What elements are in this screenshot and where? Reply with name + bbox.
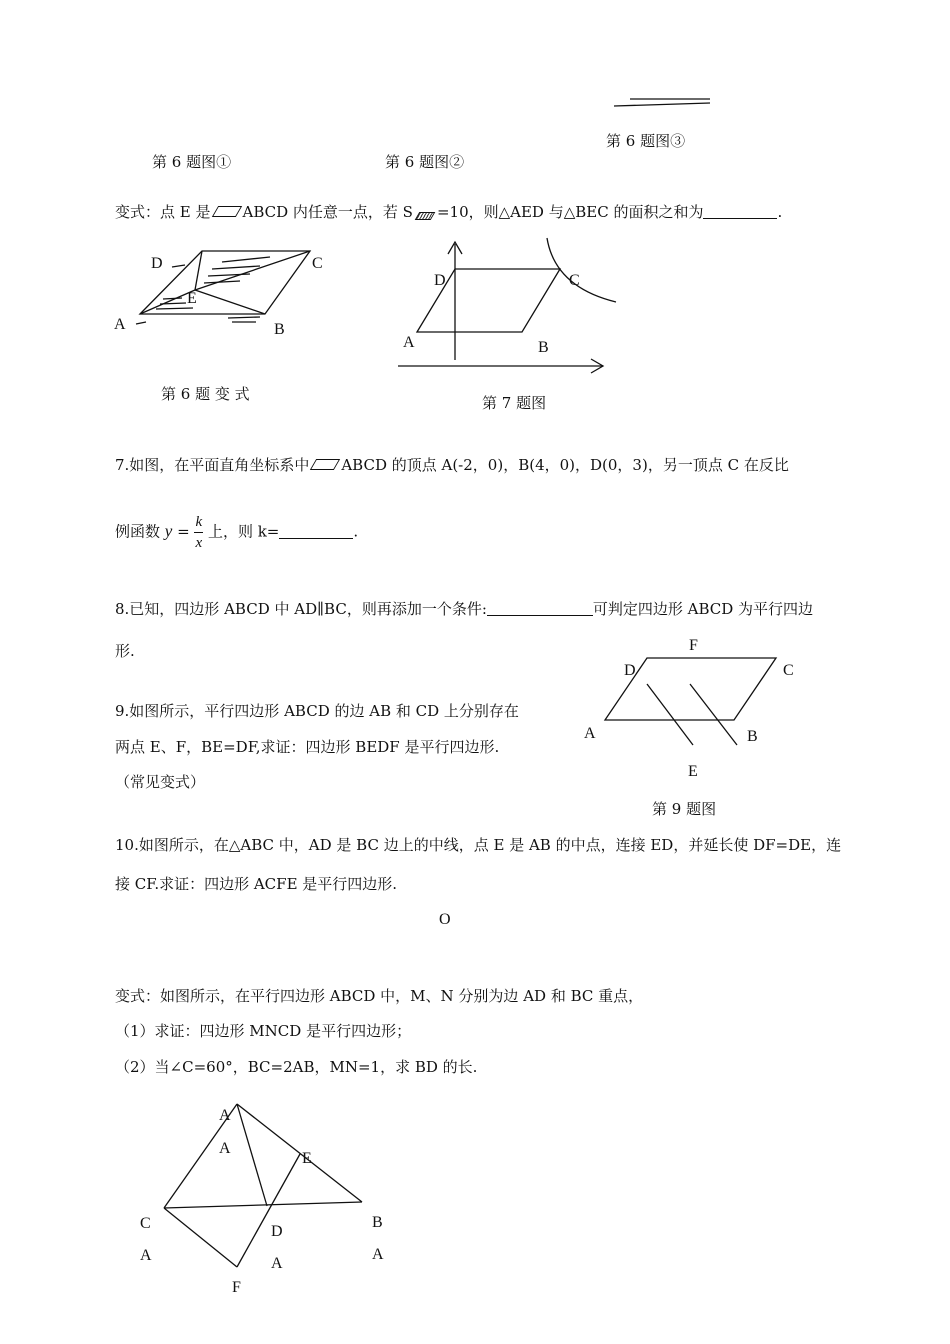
q7-line2-prefix: 例函数 <box>115 522 161 541</box>
q7-line2-suffix: 上，则 k= <box>207 522 280 541</box>
variant6-text <box>115 201 782 222</box>
answer-blank[interactable] <box>487 601 593 616</box>
fig10-label-a-top2: A <box>219 1140 231 1157</box>
parallelogram-icon <box>211 206 241 217</box>
fig10-label-c-sub: A <box>140 1247 152 1264</box>
fig10-label-d-sub: A <box>271 1255 283 1272</box>
q7-frac-num: k <box>194 512 203 533</box>
fig10-label-d: D <box>271 1223 283 1240</box>
q9-line2: 两点 E、F，BE=DF,求证：四边形 BEDF 是平行四边形. <box>115 738 500 756</box>
variant10-line2: （1）求证：四边形 MNCD 是平行四边形； <box>115 1022 412 1040</box>
variant6-suffix: =10，则△AED 与△BEC 的面积之和为 <box>436 203 704 221</box>
fig7-label-a: A <box>403 334 415 351</box>
q7-end: . <box>353 522 359 541</box>
figure-6-3-lines <box>612 96 712 110</box>
fig9-label-d: D <box>624 662 636 679</box>
fig10-label-b-sub: A <box>372 1246 384 1263</box>
q8-line1-prefix: 8.已知，四边形 ABCD 中 AD∥BC，则再添加一个条件: <box>115 600 487 618</box>
q7-line1-prefix: 7.如图，在平面直角坐标系中 <box>115 456 310 474</box>
fig9-label-c: C <box>783 662 794 679</box>
caption-fig6-3: 第 6 题图③ <box>606 132 686 150</box>
q10-line2: 接 CF.求证：四边形 ACFE 是平行四边形. <box>115 875 398 893</box>
variant10-line1: 变式：如图所示，在平行四边形 ABCD 中，M、N 分别为边 AD 和 BC 重点， <box>115 987 644 1005</box>
answer-blank[interactable] <box>279 524 353 539</box>
fig10-label-a-top: A <box>219 1107 231 1124</box>
variant6-mid: ABCD 内任意一点，若 S <box>242 203 413 221</box>
figure-7 <box>390 232 620 377</box>
fig9-label-a: A <box>584 725 596 742</box>
variant6-prefix: 变式：点 E 是 <box>115 203 211 221</box>
variant10-line3: （2）当∠C=60°，BC=2AB，MN=1，求 BD 的长. <box>115 1058 478 1076</box>
q10-label-o: O <box>439 911 451 928</box>
q9-line3: （常见变式） <box>115 773 206 791</box>
caption-fig6-2: 第 6 题图② <box>385 153 465 171</box>
q7-eq: = <box>177 522 190 541</box>
answer-blank[interactable] <box>703 204 777 219</box>
q7-line2 <box>115 512 358 558</box>
q7-fraction <box>194 512 203 553</box>
q8-line1-suffix: 可判定四边形 ABCD 为平行四边 <box>592 600 814 618</box>
caption-fig6-1: 第 6 题图① <box>152 153 232 171</box>
q8-line2: 形. <box>115 642 135 660</box>
figure-6-variant <box>110 240 340 350</box>
q7-y-var: y <box>164 521 173 541</box>
fig9-label-f: F <box>689 637 698 654</box>
fig7-label-b: B <box>538 339 549 356</box>
q7-line1 <box>115 454 789 475</box>
q7-line1-suffix: ABCD 的顶点 A(-2，0)，B(4，0)，D(0，3)，另一顶点 C 在反比 <box>341 456 789 474</box>
caption-fig9: 第 9 题图 <box>652 800 717 818</box>
q8-line1 <box>115 598 813 619</box>
fig9-label-e: E <box>688 763 698 780</box>
fig6var-label-b: B <box>274 321 285 338</box>
fig10-label-b: B <box>372 1214 383 1231</box>
fig6var-label-d: D <box>151 255 163 272</box>
variant6-end: . <box>777 203 783 221</box>
fig10-label-f: F <box>232 1279 241 1296</box>
fig10-label-c: C <box>140 1215 151 1232</box>
fig6var-label-a: A <box>114 316 126 333</box>
fig10-label-e: E <box>302 1150 312 1167</box>
fig7-label-d: D <box>434 272 446 289</box>
figure-10 <box>150 1100 380 1280</box>
parallelogram-icon <box>310 459 340 470</box>
fig6var-label-e: E <box>187 290 197 307</box>
q7-frac-den: x <box>195 535 203 551</box>
fig9-label-b: B <box>747 728 758 745</box>
fig7-label-c: C <box>569 272 580 289</box>
caption-fig6-variant: 第 6 题 变 式 <box>161 385 250 403</box>
parallelogram-shaded-icon <box>415 212 436 220</box>
q10-line1: 10.如图所示，在△ABC 中，AD 是 BC 边上的中线，点 E 是 AB 的中点，连接 ED，并延长使 DF=DE，连 <box>115 836 842 854</box>
caption-fig7: 第 7 题图 <box>482 394 547 412</box>
fig6var-label-c: C <box>312 255 323 272</box>
q9-line1: 9.如图所示，平行四边形 ABCD 的边 AB 和 CD 上分别存在 <box>115 702 519 720</box>
